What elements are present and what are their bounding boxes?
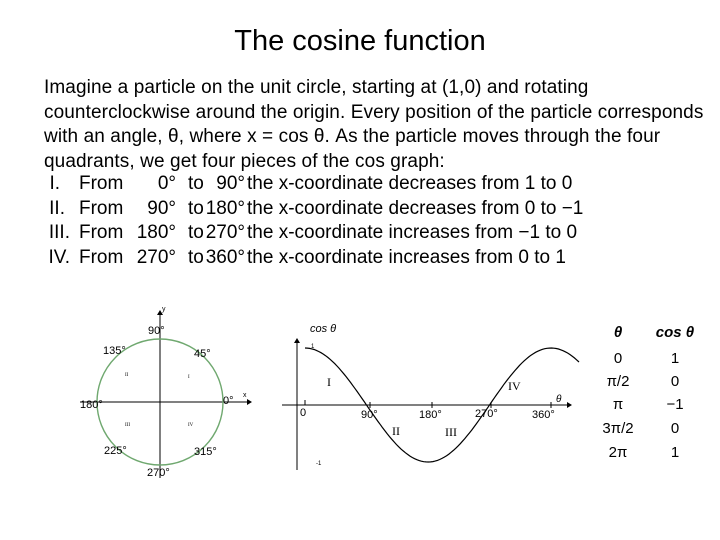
step-description: the x-coordinate decreases from 0 to −1 — [247, 197, 584, 219]
step-start-angle: 0° — [157, 173, 176, 194]
table-cell: π/2 — [606, 373, 630, 390]
graph-tick-label: 360° — [532, 409, 555, 421]
step-start-angle: 90° — [147, 197, 176, 219]
table-cell: 0 — [670, 373, 680, 390]
region-label: I — [327, 375, 331, 389]
angle-label: 270° — [147, 467, 170, 479]
step-start-angle: 180° — [136, 222, 176, 243]
graph-x-arrow-icon — [567, 402, 572, 408]
graph-x-label: θ — [556, 394, 562, 405]
step-to: to — [188, 197, 204, 219]
step-end-angle: 270° — [205, 222, 245, 243]
angle-label: 0° — [223, 395, 234, 407]
quadrant-label: I — [188, 375, 190, 380]
graph-min-label: -1 — [316, 461, 322, 467]
graph-max-label: 1 — [311, 344, 315, 350]
step-number: III. — [48, 222, 70, 243]
region-label: II — [392, 424, 400, 438]
step-description: the x-coordinate increases from 0 to 1 — [247, 246, 566, 268]
step-end-angle: 360° — [205, 246, 245, 268]
table-cell: 0 — [670, 420, 680, 437]
step-from: From — [79, 173, 124, 194]
unit-circle-diagram — [80, 306, 252, 479]
step-start-angle: 270° — [136, 246, 176, 268]
table-cell: 1 — [670, 350, 680, 367]
step-to: to — [188, 173, 204, 194]
page-title: The cosine function — [234, 25, 486, 57]
graph-tick-label: 90° — [361, 409, 378, 421]
step-number: II. — [49, 197, 65, 219]
graph-y-arrow-icon — [294, 338, 300, 343]
step-from: From — [79, 246, 124, 268]
x-arrow-icon — [247, 399, 252, 405]
step-end-angle: 180° — [205, 197, 245, 219]
angle-label: 45° — [194, 348, 211, 360]
step-to: to — [188, 246, 204, 268]
graph-y-label: cos θ — [310, 323, 337, 335]
table-cell: π — [612, 396, 624, 413]
quadrant-label: IV — [188, 423, 194, 428]
table-cell: 3π/2 — [602, 420, 634, 437]
region-label: IV — [508, 379, 521, 393]
circle-y-label: y — [162, 306, 166, 313]
quadrant-label: II — [125, 373, 129, 378]
angle-label: 315° — [194, 446, 217, 458]
intro-paragraph: Imagine a particle on the unit circle, starting at (1,0) and rotating counterclockwise around the origin. Every position of the particle corresponds with an angle, θ, where x = cos θ. As the particle moves through the four quadrants, we get four pieces of the cos graph: — [44, 77, 704, 172]
table-cell: 1 — [670, 444, 680, 461]
graph-origin-label: 0 — [300, 407, 307, 419]
step-number: I. — [49, 173, 60, 194]
table-cell: −1 — [666, 396, 684, 413]
angle-label: 180° — [80, 399, 103, 411]
angle-label: 135° — [103, 345, 126, 357]
angle-label: 225° — [104, 445, 127, 457]
step-description: the x-coordinate increases from −1 to 0 — [247, 222, 578, 243]
cosine-graph — [282, 323, 579, 470]
step-from: From — [79, 197, 124, 219]
table-header: cos θ — [655, 324, 695, 341]
step-description: the x-coordinate decreases from 1 to 0 — [247, 173, 573, 194]
step-number: IV. — [48, 246, 70, 268]
angle-label: 90° — [148, 325, 165, 337]
region-label: III — [445, 425, 457, 439]
graph-tick-label: 270° — [475, 408, 498, 420]
step-end-angle: 90° — [216, 173, 245, 194]
quadrant-label: III — [125, 423, 130, 428]
table-header: θ — [613, 324, 623, 341]
circle-x-label: x — [243, 392, 247, 399]
table-cell: 0 — [613, 350, 623, 367]
table-cell: 2π — [608, 444, 628, 461]
step-from: From — [79, 222, 124, 243]
step-to: to — [188, 222, 204, 243]
graph-tick-label: 180° — [419, 409, 442, 421]
